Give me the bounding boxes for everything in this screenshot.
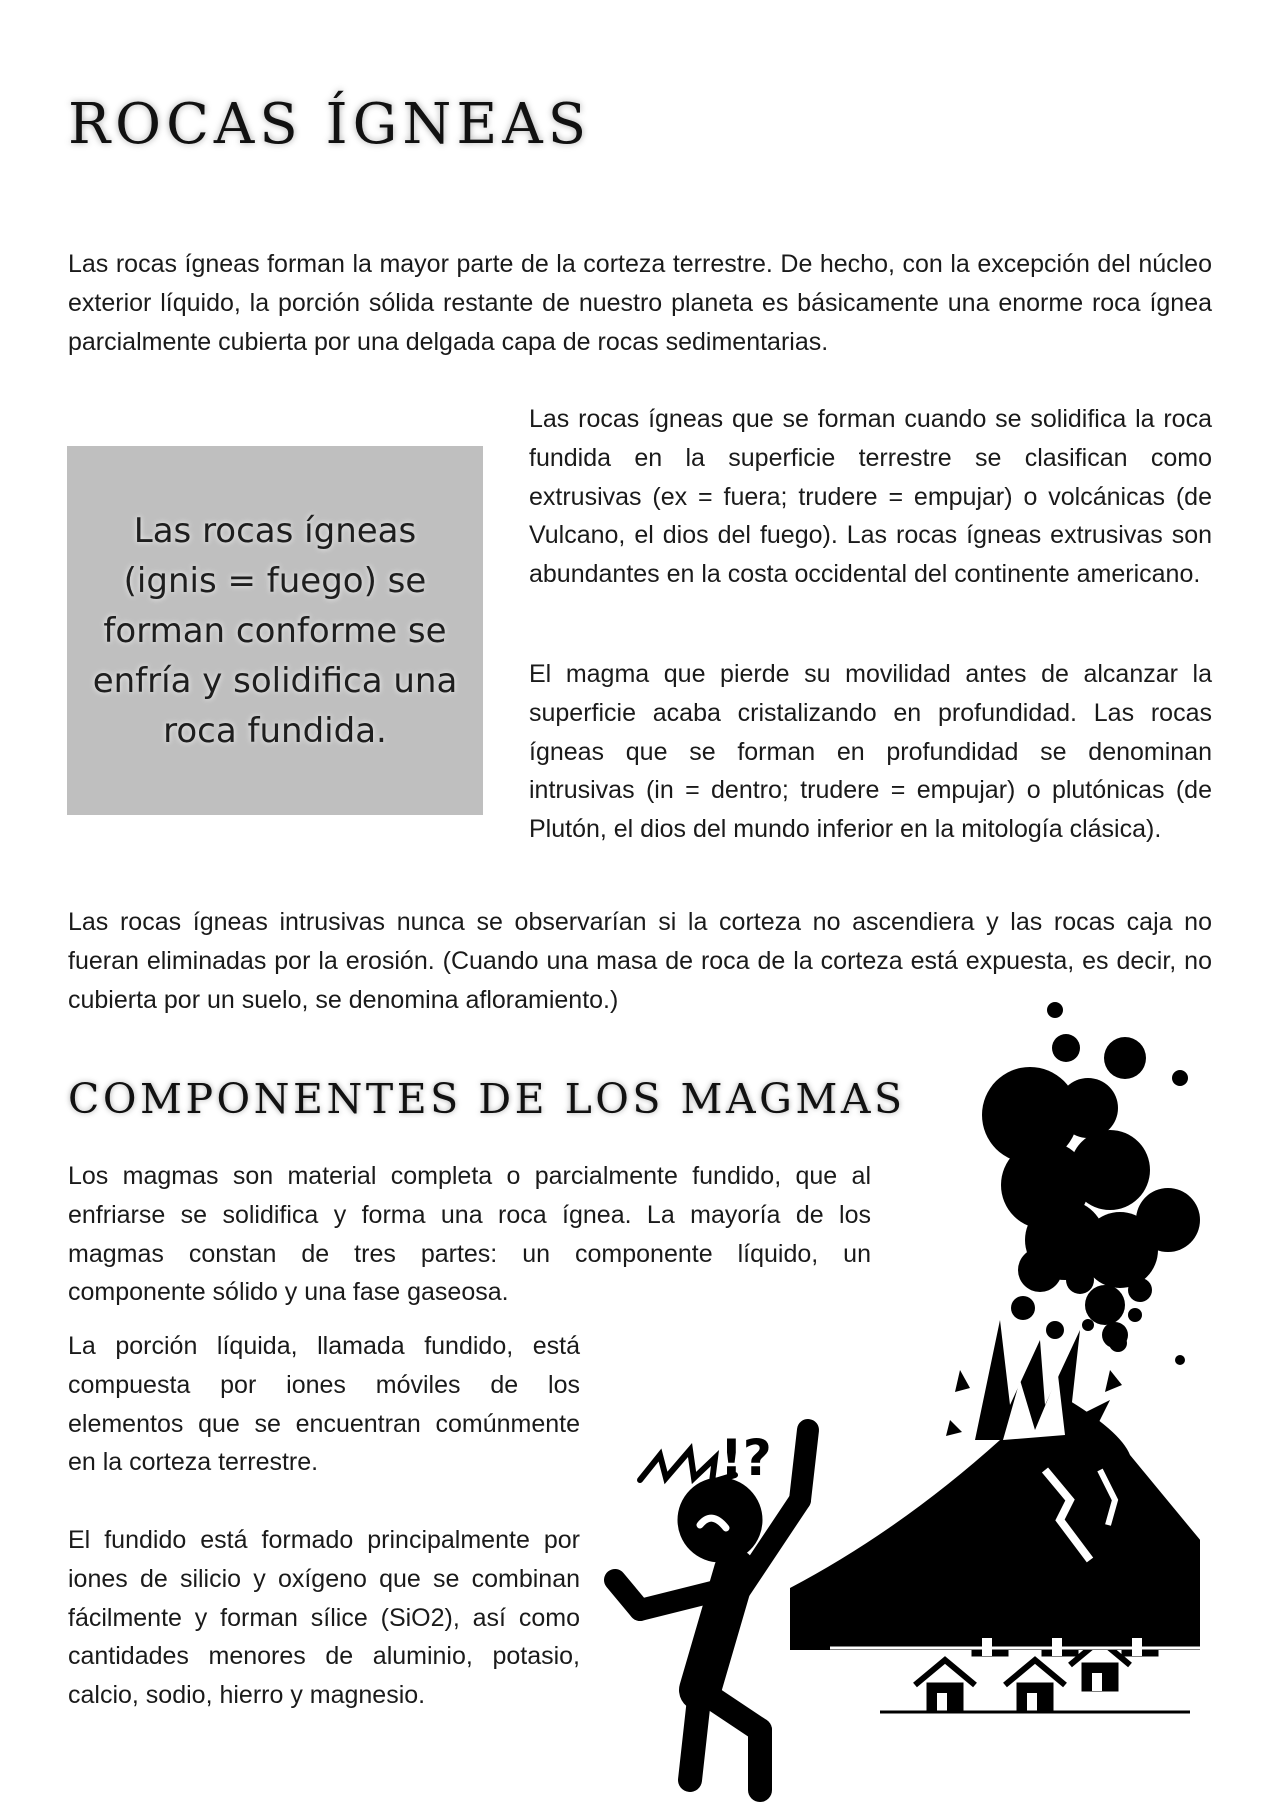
section-title: COMPONENTES DE LOS MAGMAS — [68, 1075, 906, 1123]
volcano-icon — [790, 1320, 1200, 1650]
smoke-icon — [982, 1002, 1200, 1365]
intrusivas-paragraph: Las rocas ígneas intrusivas nunca se observarían si la corteza no ascendiera y las rocas caja no fueran eliminadas por la erosión. (Cuando una masa de roca de la corteza está expuesta, es decir, no cubierta por un suelo, se denomina afloramiento.) — [68, 908, 1212, 1014]
page-title: ROCAS ÍGNEAS — [68, 92, 592, 157]
fundido-paragraph: El fundido está formado principalmente por iones de silicio y oxígeno que se combinan fácilmente y forman sílice (SiO2), así como cantidades menores de aluminio, potasio, calcio, sodio, hierro y magnesio. — [68, 1526, 580, 1710]
exclamation-text: !? — [720, 1429, 772, 1487]
magmas-paragraph: Los magmas son material completa o parcialmente fundido, que al enfriarse se solidifica y forma una roca ígnea. La mayoría de los magmas constan de tres partes: un componente líquido, un componente sólido y una fase gaseosa. — [68, 1162, 871, 1307]
porcion-liquida-paragraph: La porción líquida, llamada fundido, está compuesta por iones móviles de los elementos que se encuentran comúnmente en la corteza terrestre. — [68, 1332, 580, 1477]
extrusivas-paragraph: Las rocas ígneas que se forman cuando se solidifica la roca fundida en la superficie terrestre se clasifican como extrusivas (ex = fuera; trudere = empujar) o volcánicas (de Vulcano, el dios del fuego). Las rocas ígneas extrusivas son abundantes en la costa occidental del continente americano. — [529, 405, 1212, 589]
callout-box — [67, 446, 483, 815]
intro-paragraph: Las rocas ígneas forman la mayor parte de la corteza terrestre. De hecho, con la excepción del núcleo exterior líquido, la porción sólida restante de nuestro planeta es básicamente una enorme roca ígnea parcialmente cubierta por una delgada capa de rocas sedimentarias. — [68, 250, 1212, 356]
running-person-icon — [615, 1429, 808, 1790]
volcano-illustration — [600, 990, 1200, 1810]
callout-text: Las rocas ígneas (ignis = fuego) se forman conforme se enfría y solidifica una roca fundida. — [92, 510, 458, 751]
magma-profundidad-paragraph: El magma que pierde su movilidad antes de alcanzar la superficie acaba cristalizando en profundidad. Las rocas ígneas que se forman en profundidad se denominan intrusivas (in = dentro; trudere = empujar) o plutónicas (de Plutón, el dios del mundo inferior en la mitología clásica). — [529, 660, 1212, 844]
